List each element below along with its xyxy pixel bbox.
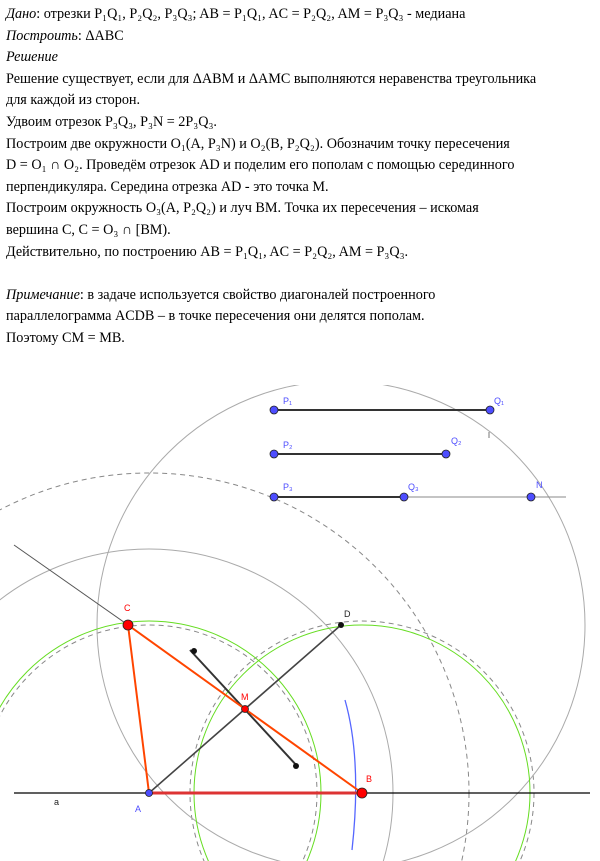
label-p3: P₃ bbox=[283, 482, 293, 492]
given-text: : отрезки P₁Q₁, P₂Q₂, P₃Q₃; AB = P₁Q₁, AC = P₂Q₂, AM = P₃Q₃ - медиана bbox=[36, 6, 466, 22]
label-q1: Q₁ bbox=[494, 396, 505, 406]
point-d bbox=[338, 622, 344, 628]
solution-line: Решение существует, если для ΔABM и ΔAMC выполняются неравенства треугольника bbox=[6, 70, 537, 87]
solution-line: Действительно, по построению AB = P₁Q₁, AC = P₂Q₂, AM = P₃Q₃. bbox=[6, 243, 409, 260]
circle-o1 bbox=[0, 473, 469, 861]
label-line-a: a bbox=[54, 797, 60, 807]
point-perp-bottom bbox=[293, 763, 299, 769]
label-n: N bbox=[536, 480, 543, 490]
label-q3: Q₃ bbox=[408, 482, 419, 492]
label-p2: P₂ bbox=[283, 440, 293, 450]
point-m bbox=[242, 706, 249, 713]
label-p1: P₁ bbox=[283, 396, 293, 406]
solution-line: для каждой из сторон. bbox=[6, 92, 141, 109]
note-line: Поэтому CM = MB. bbox=[6, 329, 125, 346]
side-ac bbox=[128, 625, 149, 793]
label-a: A bbox=[135, 804, 142, 814]
point-p3 bbox=[270, 493, 278, 501]
point-c bbox=[123, 620, 133, 630]
circle-perp-a bbox=[0, 549, 393, 861]
line-ac-extension bbox=[14, 545, 128, 625]
point-perp-top bbox=[191, 648, 197, 654]
point-a bbox=[146, 790, 153, 797]
arc-blue bbox=[345, 700, 356, 850]
solution-line: Построим две окружности O₁(A, P₃N) и O₂(B, P₂Q₂). Обозначим точку пересечения bbox=[6, 135, 510, 152]
point-n bbox=[527, 493, 535, 501]
note-label: Примечание bbox=[6, 286, 80, 303]
note-line: параллелограмма ACDB – в точке пересечения они делятся пополам. bbox=[6, 308, 425, 325]
construction-figure bbox=[0, 385, 600, 861]
label-b: B bbox=[366, 774, 373, 784]
point-b bbox=[357, 788, 367, 798]
circle-o3-dashed bbox=[0, 625, 317, 861]
label-q2: Q₂ bbox=[451, 436, 462, 446]
construct-line bbox=[6, 26, 594, 48]
point-q1 bbox=[486, 406, 494, 414]
point-q2 bbox=[442, 450, 450, 458]
solution-line: Построим окружность O₃(A, P₂Q₂) и луч BM. Точка их пересечения – искомая bbox=[6, 200, 479, 217]
label-m: M bbox=[241, 692, 249, 702]
note-line bbox=[6, 285, 594, 307]
construct-text: : ΔABC bbox=[77, 27, 124, 44]
point-q3 bbox=[400, 493, 408, 501]
solution-label: Решение bbox=[6, 49, 58, 66]
solution-line: Удвоим отрезок P₃Q₃, P₃N = 2P₃Q₃. bbox=[6, 113, 217, 130]
point-p2 bbox=[270, 450, 278, 458]
solution-line: вершина C, C = O₃ ∩ [BM). bbox=[6, 221, 171, 238]
solution-line: перпендикуляра. Середина отрезка AD - это точка M. bbox=[6, 178, 329, 195]
construct-label: Построить bbox=[6, 27, 78, 44]
note-text: : в задаче используется свойство диагоналей построенного bbox=[79, 286, 436, 303]
given-line bbox=[6, 4, 594, 26]
solution-line: D = O₁ ∩ O₂. Проведём отрезок AD и поделим его пополам с помощью серединного bbox=[6, 157, 515, 174]
label-c: C bbox=[124, 603, 131, 613]
label-d: D bbox=[344, 609, 351, 619]
circle-o2 bbox=[190, 621, 534, 861]
given-label: Дано bbox=[6, 6, 37, 22]
problem-text bbox=[6, 4, 594, 350]
point-p1 bbox=[270, 406, 278, 414]
